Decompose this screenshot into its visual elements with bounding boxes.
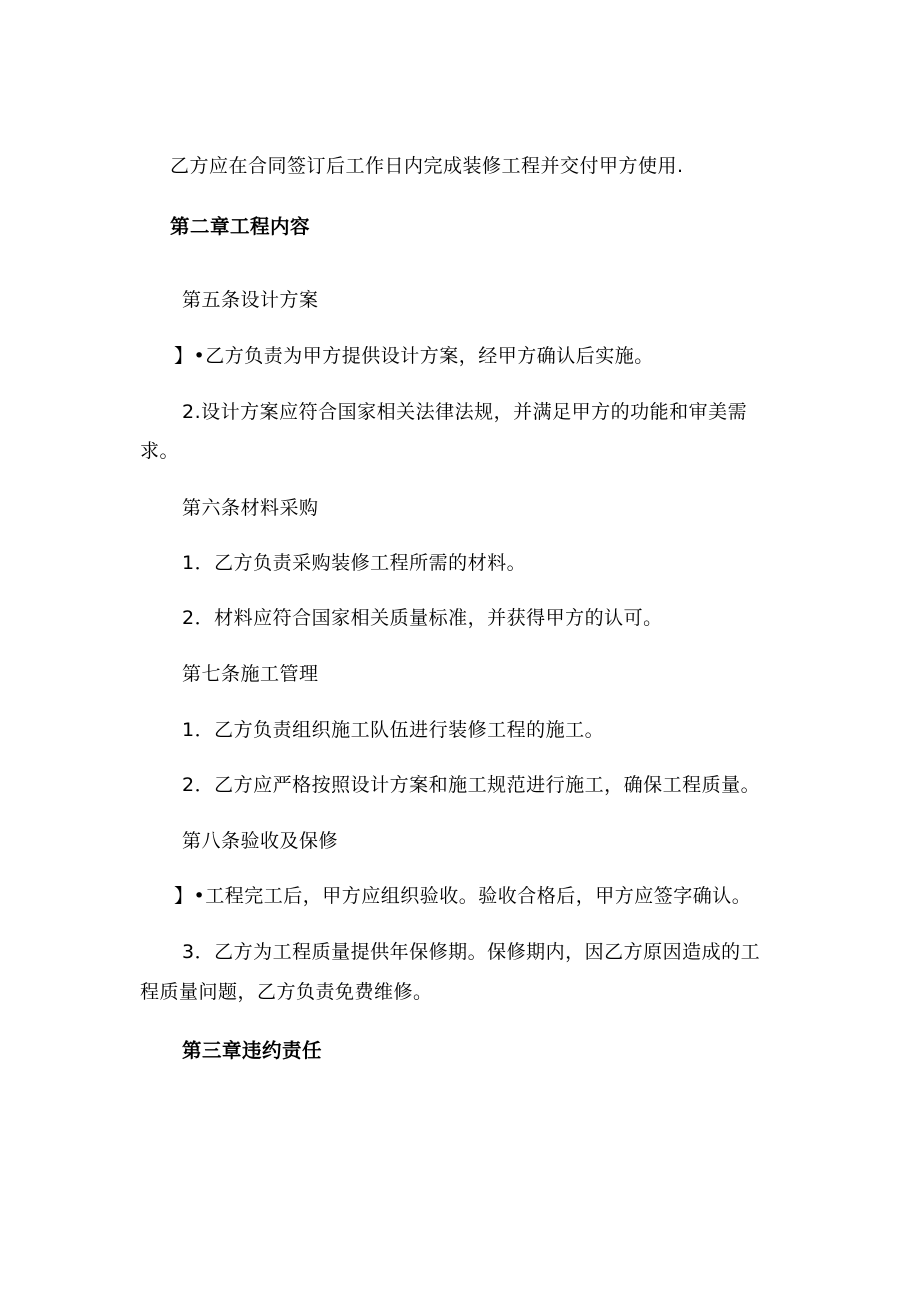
article-8-item-3: 3．乙方为工程质量提供年保修期。保修期内，因乙方原因造成的工 — [182, 941, 761, 963]
article-heading-7: 第七条施工管理 — [182, 663, 319, 685]
article-8-item-3-continued: 程质量问题，乙方负责免费维修。 — [140, 981, 433, 1003]
article-6-item-2: 2．材料应符合国家相关质量标准，并获得甲方的认可。 — [182, 607, 663, 629]
article-5-item-2-continued: 求。 — [140, 440, 180, 462]
article-5-item-1: 】•乙方负责为甲方提供设计方案，经甲方确认后实施。 — [174, 345, 654, 367]
article-5-item-2: 2.设计方案应符合国家相关法律法规，并满足甲方的功能和审美需 — [182, 401, 748, 423]
article-8-item-1: 】•工程完工后，甲方应组织验收。验收合格后，甲方应签字确认。 — [174, 885, 752, 907]
article-6-item-1: 1．乙方负责采购装修工程所需的材料。 — [182, 552, 527, 574]
paragraph-completion-term: 乙方应在合同签订后工作日内完成装修工程并交付甲方使用. — [170, 155, 684, 177]
article-7-item-1: 1．乙方负责组织施工队伍进行装修工程的施工。 — [182, 719, 605, 741]
article-heading-5: 第五条设计方案 — [182, 289, 319, 311]
article-heading-8: 第八条验收及保修 — [182, 830, 339, 852]
article-7-item-2: 2．乙方应严格按照设计方案和施工规范进行施工，确保工程质量。 — [182, 774, 761, 796]
chapter-heading-3: 第三章违约责任 — [182, 1039, 323, 1062]
chapter-heading-2: 第二章工程内容 — [170, 215, 311, 238]
article-heading-6: 第六条材料采购 — [182, 497, 319, 519]
